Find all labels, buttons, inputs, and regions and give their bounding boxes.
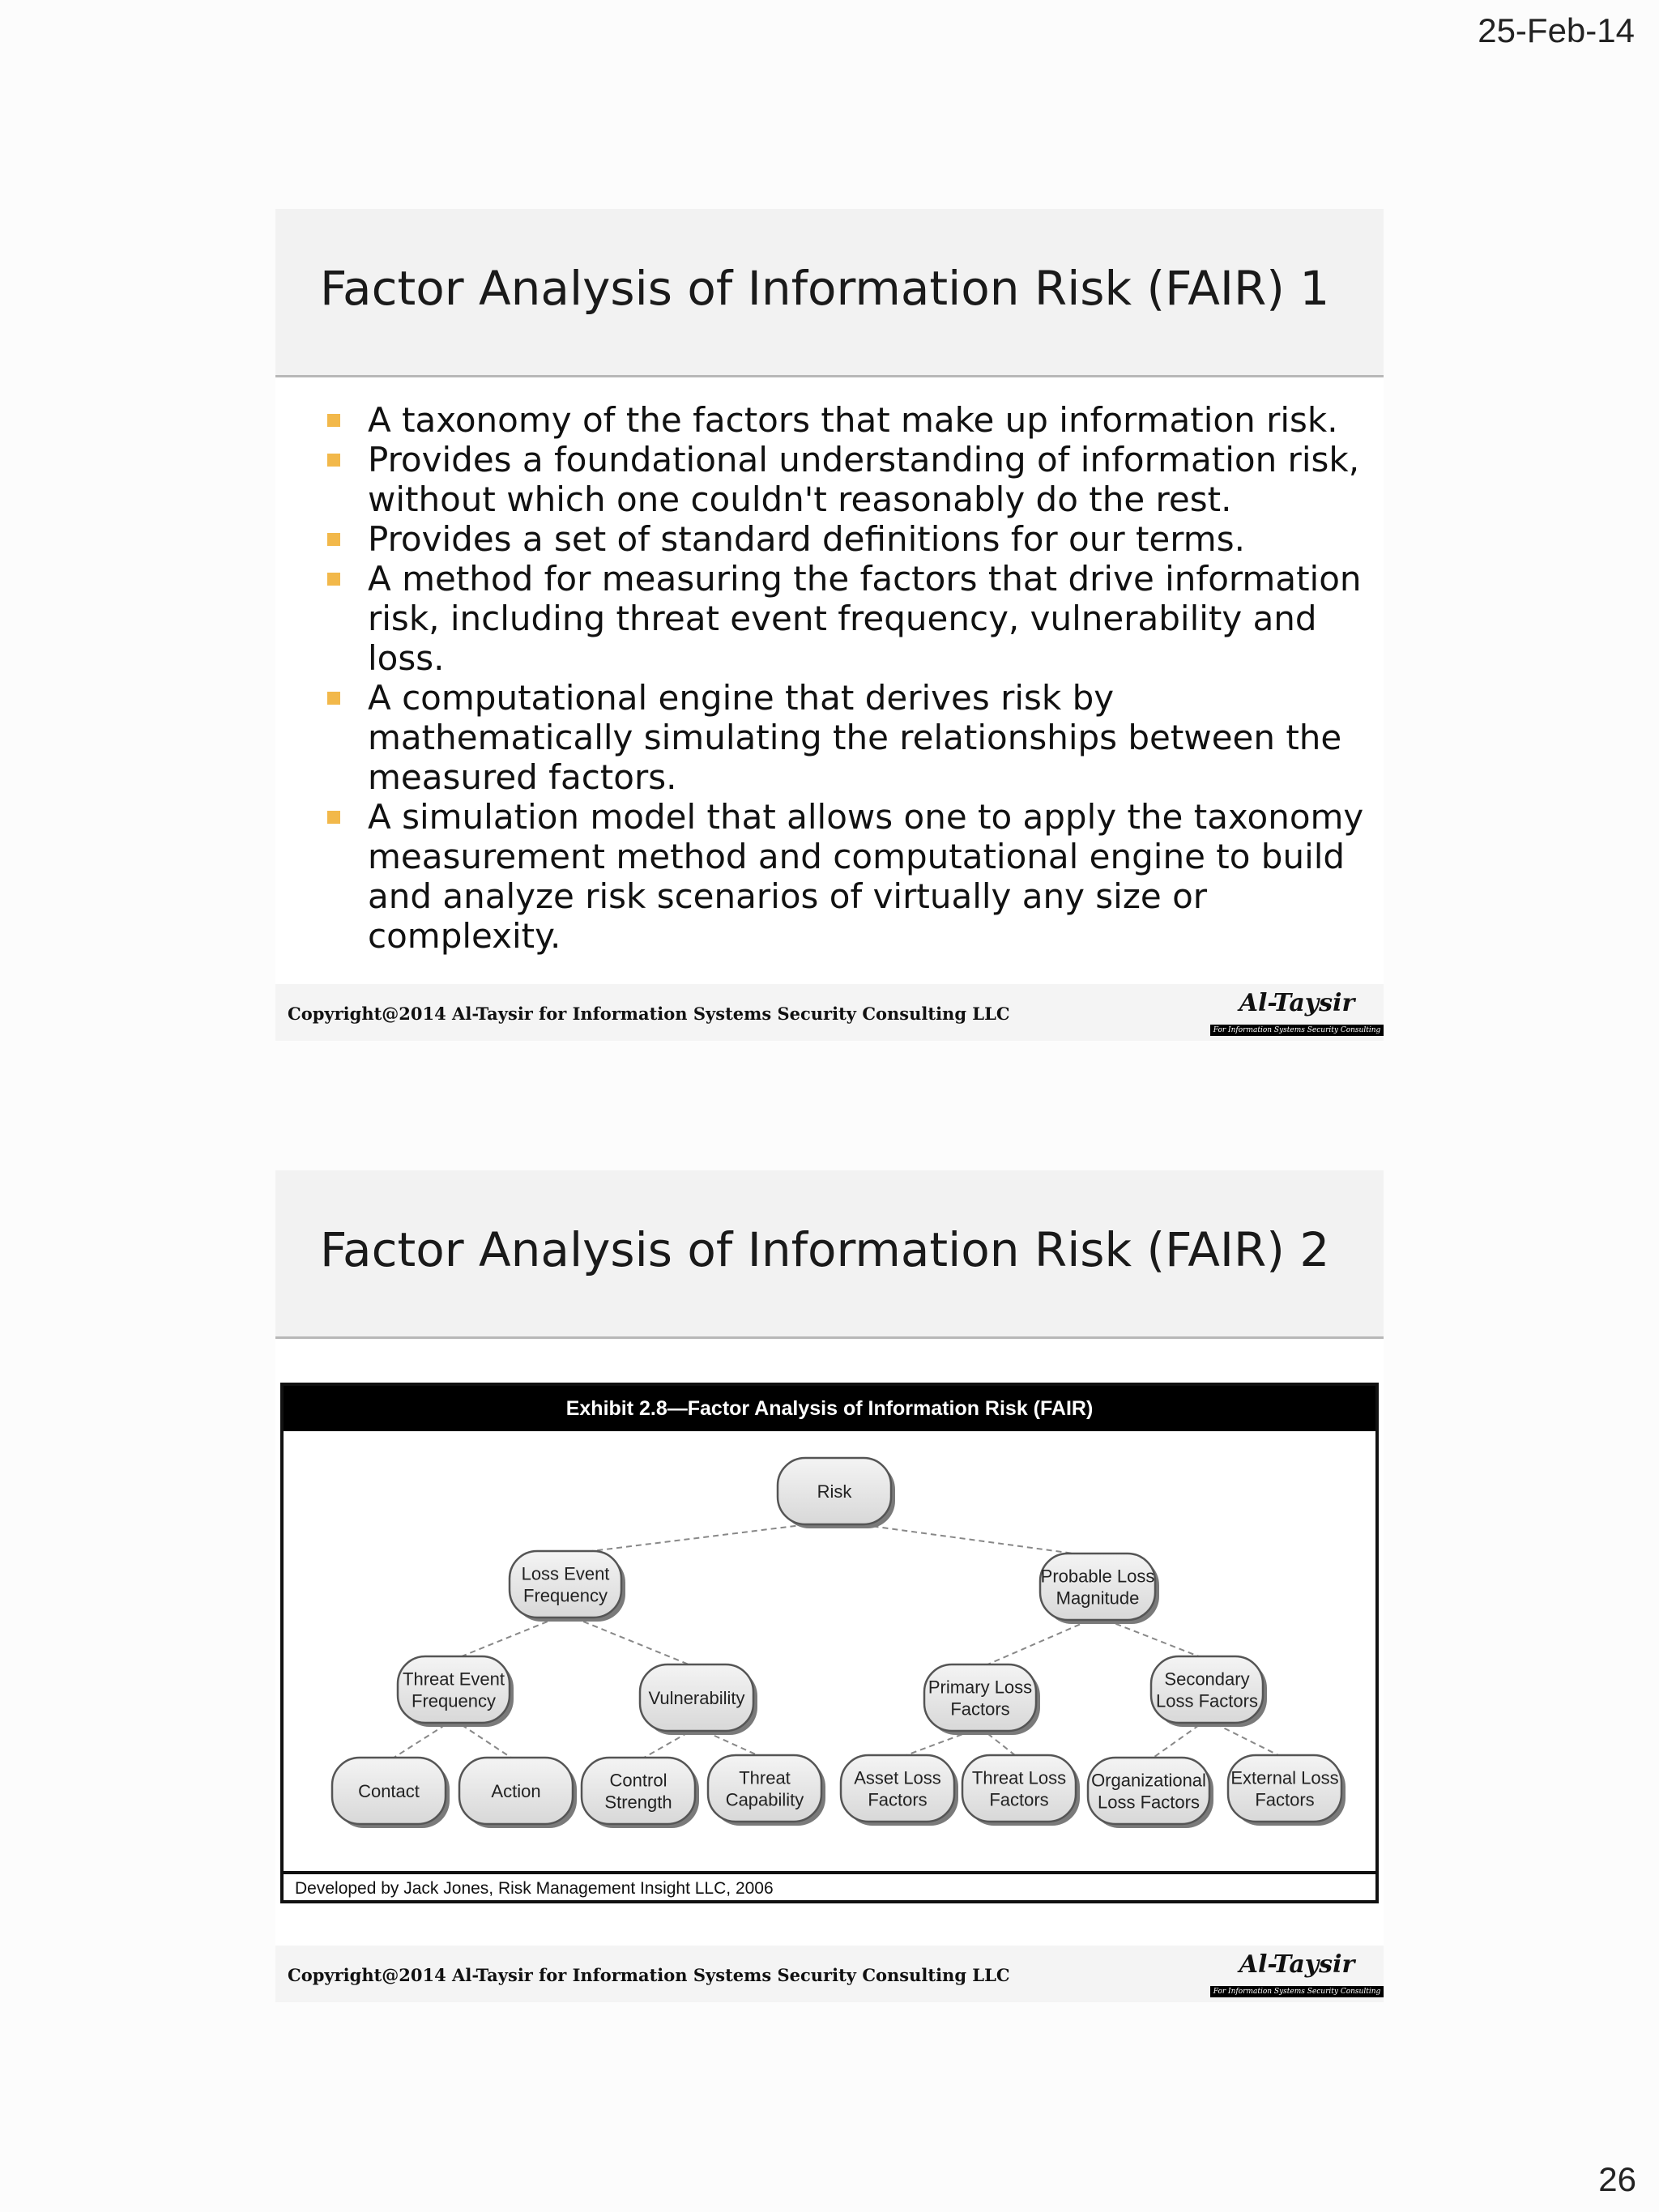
bullet-square-icon [327,533,340,546]
copyright-text: Copyright@2014 Al-Taysir for Information Systems Security Consulting LLC [288,1004,1010,1024]
node-alf [841,1755,958,1826]
node-label: Factors [989,1789,1049,1810]
node-plf [924,1664,1040,1735]
node-label: Control [609,1770,667,1791]
node-label: Capability [725,1789,804,1810]
bullet-text: Provides a foundational understanding of information risk, without which one couldn't reasonably do the rest. [368,440,1360,519]
node-label: Loss Event [521,1563,610,1584]
slide-1 [275,209,1384,1041]
node-label: Magnitude [1056,1588,1140,1609]
bullet-list [327,400,1372,956]
copyright-text: Copyright@2014 Al-Taysir for Information Systems Security Consulting LLC [288,1965,1010,1985]
slide-footer [275,1946,1384,2002]
bullet-text: A method for measuring the factors that drive information risk, including threat event frequency, vulnerability and loss. [368,559,1362,678]
node-label: Action [491,1781,541,1801]
bullet-item [327,400,1372,440]
exhibit-credit: Developed by Jack Jones, Risk Management Insight LLC, 2006 [284,1871,1375,1900]
bullet-text: Provides a set of standard definitions for our terms. [368,519,1245,559]
diagram-nodes [332,1458,1346,1828]
node-cs [582,1758,699,1828]
node-tef [398,1656,514,1727]
node-label: Factors [868,1789,928,1810]
node-tlf [962,1755,1080,1826]
exhibit-heading: Exhibit 2.8—Factor Analysis of Information Risk (FAIR) [284,1386,1375,1431]
bullet-square-icon [327,414,340,427]
logo-tagline: For Information Systems Security Consulting [1210,1025,1384,1036]
node-label: Threat [739,1767,791,1788]
slide-2 [275,1170,1384,2002]
node-tc [708,1755,825,1826]
bullet-item [327,797,1372,956]
node-label: Secondary [1164,1669,1250,1690]
bullet-item [327,519,1372,559]
node-label: Organizational [1091,1770,1206,1791]
bullet-text: A simulation model that allows one to apply the taxonomy measurement method and computational engine to build and analyze risk scenarios of virtually any size or complexity. [368,797,1364,956]
node-action [459,1758,577,1828]
header-date: 25-Feb-14 [1478,11,1635,49]
slide-footer [275,984,1384,1041]
node-vuln [640,1664,757,1735]
node-label: External Loss [1230,1767,1339,1788]
bullet-square-icon [327,811,340,824]
fair-taxonomy-diagram [284,1386,1375,1900]
node-label: Frequency [412,1690,496,1711]
connector-plm-plf [980,1617,1098,1668]
al-taysir-logo [1210,1947,1384,1999]
node-label: Vulnerability [648,1688,745,1708]
node-label: Factors [950,1698,1010,1720]
logo-name: Al-Taysir [1239,989,1355,1017]
node-elf [1228,1755,1346,1826]
bullet-item [327,440,1372,519]
node-label: Factors [1255,1789,1315,1810]
logo-tagline: For Information Systems Security Consulting [1210,1986,1384,1997]
page-number: 26 [1598,2160,1636,2198]
node-contact [332,1758,450,1828]
slide-title-band [275,1170,1384,1339]
node-label: Threat Event [403,1669,505,1690]
slide-title-band [275,209,1384,377]
slide-title: Factor Analysis of Information Risk (FAIR) 2 [320,1222,1330,1277]
connector-risk-lef [565,1521,834,1554]
node-olf [1088,1758,1213,1828]
node-label: Threat Loss [971,1767,1067,1788]
node-label: Loss Factors [1156,1690,1258,1711]
node-label: Asset Loss [854,1767,941,1788]
node-label: Risk [817,1481,852,1502]
bullet-text: A taxonomy of the factors that make up information risk. [368,400,1338,440]
slide-title: Factor Analysis of Information Risk (FAIR) 1 [320,261,1330,316]
node-label: Contact [358,1781,420,1801]
node-label: Probable Loss [1040,1566,1155,1587]
bullet-item [327,678,1372,797]
bullet-square-icon [327,692,340,705]
logo-name: Al-Taysir [1239,1950,1355,1979]
bullet-square-icon [327,454,340,467]
bullet-square-icon [327,573,340,586]
node-label: Frequency [523,1585,608,1606]
node-slf [1151,1656,1267,1727]
connector-lef-vuln [565,1614,697,1668]
bullet-item [327,559,1372,678]
node-label: Loss Factors [1098,1792,1200,1813]
node-lef [510,1551,625,1622]
bullet-text: A computational engine that derives risk by mathematically simulating the relationships between the measured factors. [368,678,1342,797]
node-label: Primary Loss [928,1677,1033,1698]
fair-exhibit [280,1383,1379,1903]
node-risk [778,1458,895,1528]
node-plm [1040,1554,1159,1624]
node-label: Strength [604,1792,672,1813]
al-taysir-logo [1210,986,1384,1038]
